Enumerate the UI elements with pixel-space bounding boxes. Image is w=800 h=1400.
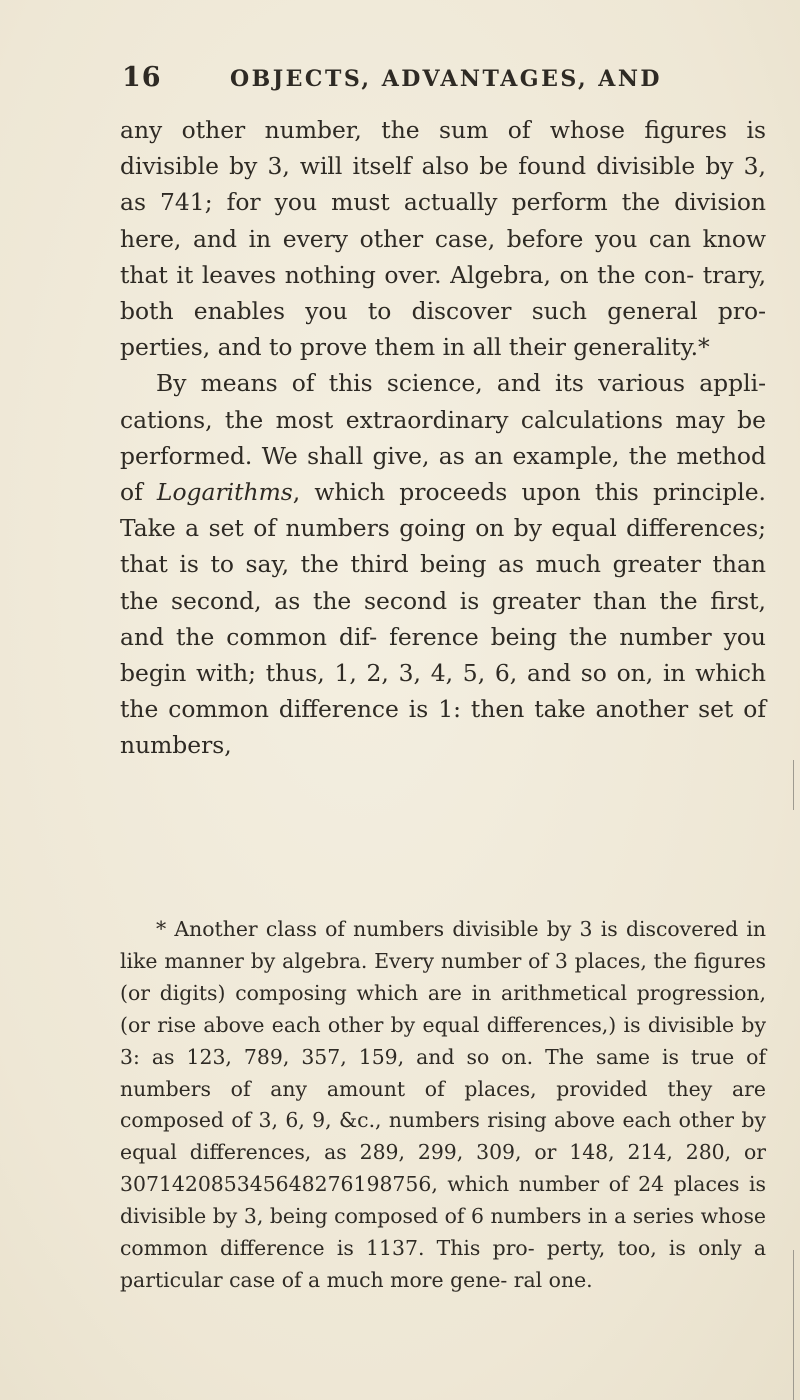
- body-text: [120, 112, 766, 764]
- running-head: OBJECTS, ADVANTAGES, AND: [230, 66, 663, 92]
- page-edge-mark: [793, 1250, 794, 1400]
- paragraph-continued: any other number, the sum of whose figures is divisible by 3, will itself also be found divisible by 3, as 741; for you must actually perform the division here, and in every other case, before you can know that it leaves nothing over. Algebra, on the con- trary, both enables you to discover such general pro- perties, and to prove them in all their generality.*: [120, 116, 766, 362]
- paragraph-text-before-emphasis: By means of this science, and its various appli- cations, the most extraordinary calculations may be performed. We shall give, as an example, the method of: [120, 369, 766, 507]
- page-header: [122, 62, 762, 102]
- paragraph-text-after-emphasis: , which proceeds upon this principle. Take a set of numbers going on by equal differences; that is to say, the third being as much greater than the second, as the second is greater than the first, and the common dif- ference being the number you begin with; thus, 1, 2, 3, 4, 5, 6, and so on, in which the common difference is 1: then take another set of numbers,: [120, 478, 766, 760]
- footnote: [120, 914, 766, 1297]
- emphasis-logarithms: Logarithms: [156, 478, 293, 507]
- page-number: 16: [122, 62, 162, 93]
- page-edge-mark: [793, 760, 794, 810]
- paragraph-logarithms: [120, 365, 766, 763]
- footnote-text: * Another class of numbers divisible by 3 is discovered in like manner by algebra. Every number of 3 places, the figures (or digits) composing which are in arithmetical progression, (or rise above each other by equal differences,) is divisible by 3: as 123, 789, 357, 159, and so on. The same is true of numbers of any amount of places, provided they are composed of 3, 6, 9, &c., numbers rising above each other by equal differences, as 289, 299, 309, or 148, 214, 280, or 307142085345648276198756, which number of 24 places is divisible by 3, being composed of 6 numbers in a series whose common difference is 1137. This pro- perty, too, is only a particular case of a much more gene- ral one.: [120, 917, 766, 1292]
